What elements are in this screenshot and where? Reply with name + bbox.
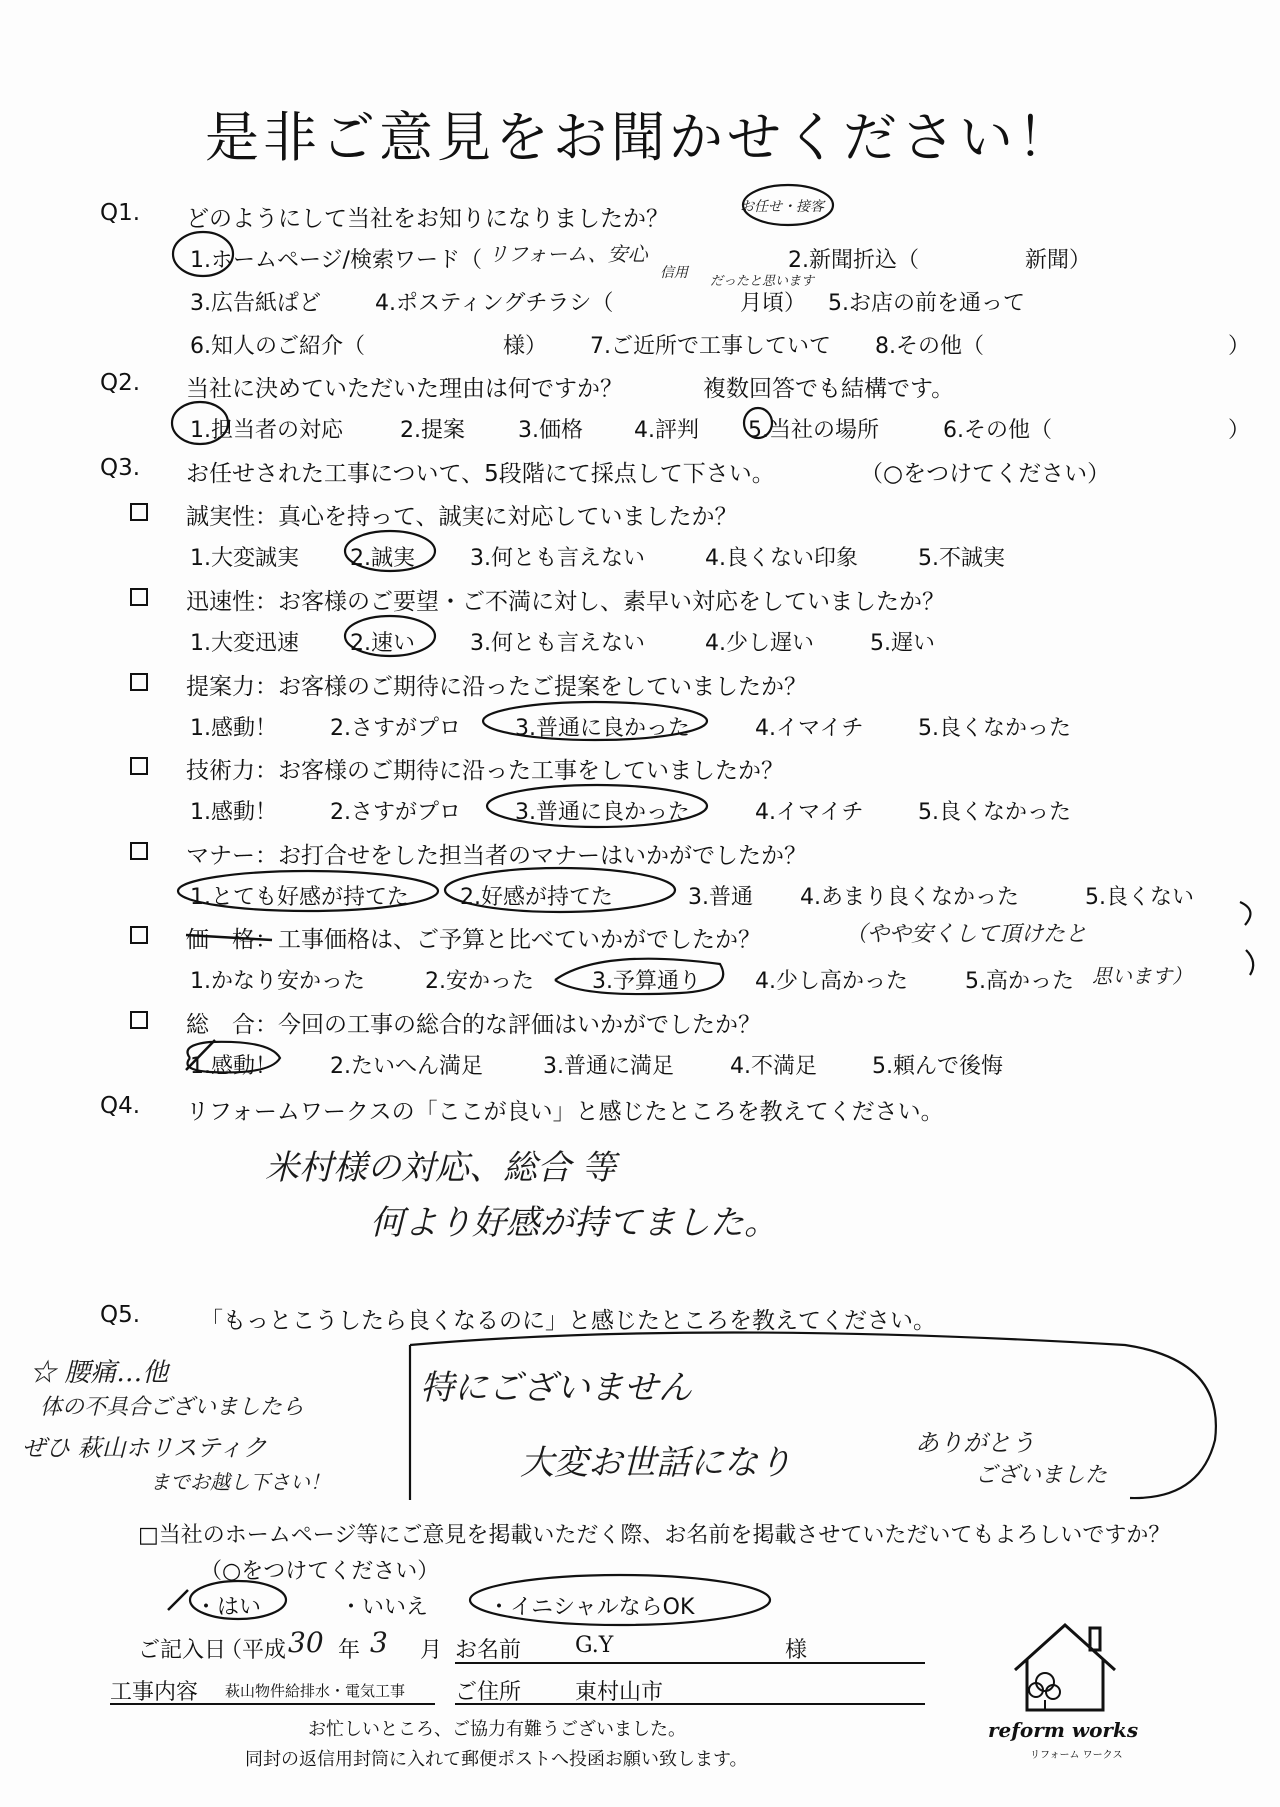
q1-option-6-suffix: 様） [503, 334, 548, 359]
name-underline [455, 1662, 925, 1664]
q3-item-7-opt-1: 1.感動！ [190, 1054, 277, 1079]
q3-item-5-opt-4: 4.あまり良くなかった [800, 885, 1019, 910]
q2-option-6-suffix: ） [1228, 418, 1251, 443]
footer-line-1: お忙しいところ、ご協力有難うございました。 [308, 1719, 686, 1740]
logo-sub-text: リフォーム ワークス [1030, 1750, 1123, 1761]
q3-item-2-opt-1: 1.大変迅速 [190, 631, 299, 656]
q1-option-4: 4.ポスティングチラシ（ [375, 291, 614, 316]
q1-option-7: 7.ご近所で工事していて [590, 334, 831, 359]
q3-item-1-question: 誠実性：真心を持って、誠実に対応していましたか？ [186, 504, 738, 530]
q4-question: リフォームワークスの「ここが良い」と感じたところを教えてください。 [186, 1099, 944, 1125]
q3-item-6-opt-2: 2.安かった [425, 969, 534, 994]
q1-option-2-suffix: 新聞） [1025, 248, 1092, 273]
q5-left-note-2: 体の不具合ございましたら [40, 1395, 305, 1420]
q3-item-2-question: 迅速性：お客様のご要望・ご不満に対し、素早い対応をしていましたか？ [186, 589, 945, 615]
q3-item-2-opt-2: 2.速い [350, 631, 415, 656]
q3-item-7-question: 総 合：今回の工事の総合的な評価はいかがでしたか？ [186, 1012, 761, 1038]
form-year-unit: 年 [338, 1638, 361, 1663]
q3-item-5-opt-3: 3.普通 [688, 885, 753, 910]
q1-option-2: 2.新聞折込（ [788, 248, 919, 273]
q3-item-2-opt-5: 5.遅い [870, 631, 935, 656]
q2-label: Q2. [100, 370, 141, 396]
q5-left-note-4: までお越し下さい！ [150, 1470, 330, 1494]
q3-item-7-opt-4: 4.不満足 [730, 1054, 817, 1079]
q3-item-4-opt-2: 2.さすがプロ [330, 800, 461, 825]
q3-item-5-opt-1: 1.とても好感が持てた [190, 885, 409, 910]
reform-works-logo [1005, 1610, 1125, 1720]
q1-question: どのようにして当社をお知りになりましたか？ [186, 206, 669, 232]
q3-item-7-opt-2: 2.たいへん満足 [330, 1054, 483, 1079]
q2-option-1: 1.担当者の対応 [190, 418, 343, 443]
form-name-value: G.Y [575, 1633, 614, 1658]
q3-item-2-opt-3: 3.何とも言えない [470, 631, 645, 656]
q3-price-hand-note: （やや安くして頂けたと [845, 922, 1088, 947]
q1-annotation: お任せ・接客 [740, 199, 824, 215]
form-name-suffix: 様 [785, 1638, 808, 1663]
q5-label: Q5. [100, 1302, 141, 1328]
q3-item-3-question: 提案力：お客様のご期待に沿ったご提案をしていましたか？ [186, 674, 807, 700]
q2-option-2: 2.提案 [400, 418, 465, 443]
q3-item-3-opt-4: 4.イマイチ [755, 716, 864, 741]
q3-item-3-opt-3: 3.普通に良かった [515, 716, 690, 741]
q5-box-answer-3: ありがとう [915, 1429, 1035, 1457]
q1-option-4-suffix: 月頃） [740, 291, 807, 316]
q1-option-3: 3.広告紙ぱど [190, 291, 321, 316]
q3-item-7-opt-5: 5.頼んで後悔 [872, 1054, 1003, 1079]
q3-label: Q3. [100, 455, 141, 481]
q3-item-3-checkbox[interactable] [130, 673, 148, 695]
q3-item-3-opt-1: 1.感動！ [190, 716, 277, 741]
q3-note: （○をつけてください） [860, 461, 1111, 487]
consent-question: □当社のホームページ等にご意見を掲載いただく際、お名前を掲載させていただいてもよろしいですか？ [138, 1523, 1171, 1548]
q3-item-5-opt-5: 5.良くない [1085, 885, 1194, 910]
form-address-value: 東村山市 [575, 1680, 664, 1705]
q2-question: 当社に決めていただいた理由は何ですか？ [186, 376, 623, 402]
q3-item-2-checkbox[interactable] [130, 588, 148, 610]
q3-item-1-checkbox[interactable] [130, 503, 148, 525]
q4-label: Q4. [100, 1093, 141, 1119]
footer-line-2: 同封の返信用封筒に入れて郵便ポストへ投函お願い致します。 [245, 1749, 748, 1770]
q5-box-answer-4: ございました [975, 1463, 1108, 1488]
q2-option-6: 6.その他（ [943, 418, 1052, 443]
logo-main-text: reform works [988, 1718, 1139, 1742]
consent-initial[interactable]: ・イニシャルならOK [488, 1595, 695, 1620]
consent-no[interactable]: ・いいえ [340, 1595, 429, 1620]
q3-item-6-opt-1: 1.かなり安かった [190, 969, 365, 994]
q1-option-8: 8.その他（ [875, 334, 984, 359]
page-title: 是非ご意見をお聞かせください！ [205, 106, 1075, 169]
form-date-label: ご記入日 [138, 1638, 227, 1663]
q3-item-3-opt-2: 2.さすがプロ [330, 716, 461, 741]
q1-option-8-suffix: ） [1228, 334, 1251, 359]
q1-hand-note-3: だったと思います [710, 274, 815, 289]
q4-hand-answer-2: 何より好感が持てました。 [370, 1203, 778, 1243]
q3-item-6-opt-4: 4.少し高かった [755, 969, 908, 994]
form-month: 3 [370, 1626, 388, 1659]
q1-hand-note: リフォーム、安心 [488, 242, 648, 266]
q3-price-hand-note-2: 思います） [1092, 964, 1192, 988]
q3-item-1-opt-5: 5.不誠実 [918, 546, 1005, 571]
q5-box-answer-2: 大変お世話になり [520, 1443, 792, 1483]
q3-item-1-opt-4: 4.良くない印象 [705, 546, 858, 571]
q3-item-5-question: マナー：お打合せをした担当者のマナーはいかがでしたか？ [186, 843, 807, 869]
form-address-label: ご住所 [455, 1680, 522, 1705]
q1-label: Q1. [100, 200, 141, 226]
q5-left-note-1: ☆ 腰痛…他 [30, 1358, 169, 1388]
q3-item-1-opt-2: 2.誠実 [350, 546, 415, 571]
q3-item-3-opt-5: 5.良くなかった [918, 716, 1071, 741]
form-year: 30 [288, 1626, 324, 1659]
q2-note: 複数回答でも結構です。 [703, 376, 955, 402]
q3-item-4-checkbox[interactable] [130, 757, 148, 779]
q2-option-3: 3.価格 [518, 418, 583, 443]
q3-item-4-opt-1: 1.感動！ [190, 800, 277, 825]
q5-question: 「もっとこうしたら良くなるのに」と感じたところを教えてください。 [200, 1308, 936, 1334]
consent-yes[interactable]: ・はい [195, 1595, 262, 1620]
work-underline [110, 1703, 435, 1705]
q3-item-1-opt-1: 1.大変誠実 [190, 546, 299, 571]
q3-item-5-opt-2: 2.好感が持てた [460, 885, 613, 910]
form-era: （平成 [220, 1638, 287, 1663]
q1-hand-note-2: 信用 [660, 265, 688, 281]
q3-question: お任せされた工事について、5段階にて採点して下さい。 [186, 461, 775, 487]
q3-item-2-opt-4: 4.少し遅い [705, 631, 814, 656]
q4-hand-answer-1: 米村様の対応、総合 等 [265, 1148, 616, 1188]
q1-option-6: 6.知人のご紹介（ [190, 334, 365, 359]
q2-option-4: 4.評判 [634, 418, 699, 443]
q3-item-4-opt-3: 3.普通に良かった [515, 800, 690, 825]
q5-left-note-3: ぜひ 萩山ホリスティク [22, 1434, 267, 1462]
q3-item-7-checkbox[interactable] [130, 1011, 148, 1033]
form-name-label: お名前 [455, 1638, 522, 1663]
q3-item-5-checkbox[interactable] [130, 842, 148, 864]
form-month-unit: 月 [420, 1638, 443, 1663]
form-work-value: 萩山物件給排水・電気工事 [225, 1682, 406, 1700]
q5-box-answer-1: 特にございません [420, 1368, 692, 1408]
q3-item-6-opt-5: 5.高かった [965, 969, 1074, 994]
address-underline [455, 1703, 925, 1705]
q3-item-4-opt-4: 4.イマイチ [755, 800, 864, 825]
q3-item-4-question: 技術力：お客様のご期待に沿った工事をしていましたか？ [186, 758, 784, 784]
q1-option-5: 5.お店の前を通って [828, 291, 1025, 316]
q3-item-7-opt-3: 3.普通に満足 [543, 1054, 674, 1079]
q2-option-5: 5.当社の場所 [748, 418, 879, 443]
consent-note: （○をつけてください） [200, 1559, 440, 1584]
form-work-label: 工事内容 [110, 1680, 199, 1705]
q3-item-6-checkbox[interactable] [130, 926, 148, 948]
q3-item-6-question: 価 格：工事価格は、ご予算と比べていかがでしたか？ [186, 927, 761, 953]
q1-option-1: 1.ホームページ/検索ワード（ [190, 248, 482, 273]
q3-item-1-opt-3: 3.何とも言えない [470, 546, 645, 571]
q3-item-4-opt-5: 5.良くなかった [918, 800, 1071, 825]
q3-item-6-opt-3: 3.予算通り [592, 969, 701, 994]
